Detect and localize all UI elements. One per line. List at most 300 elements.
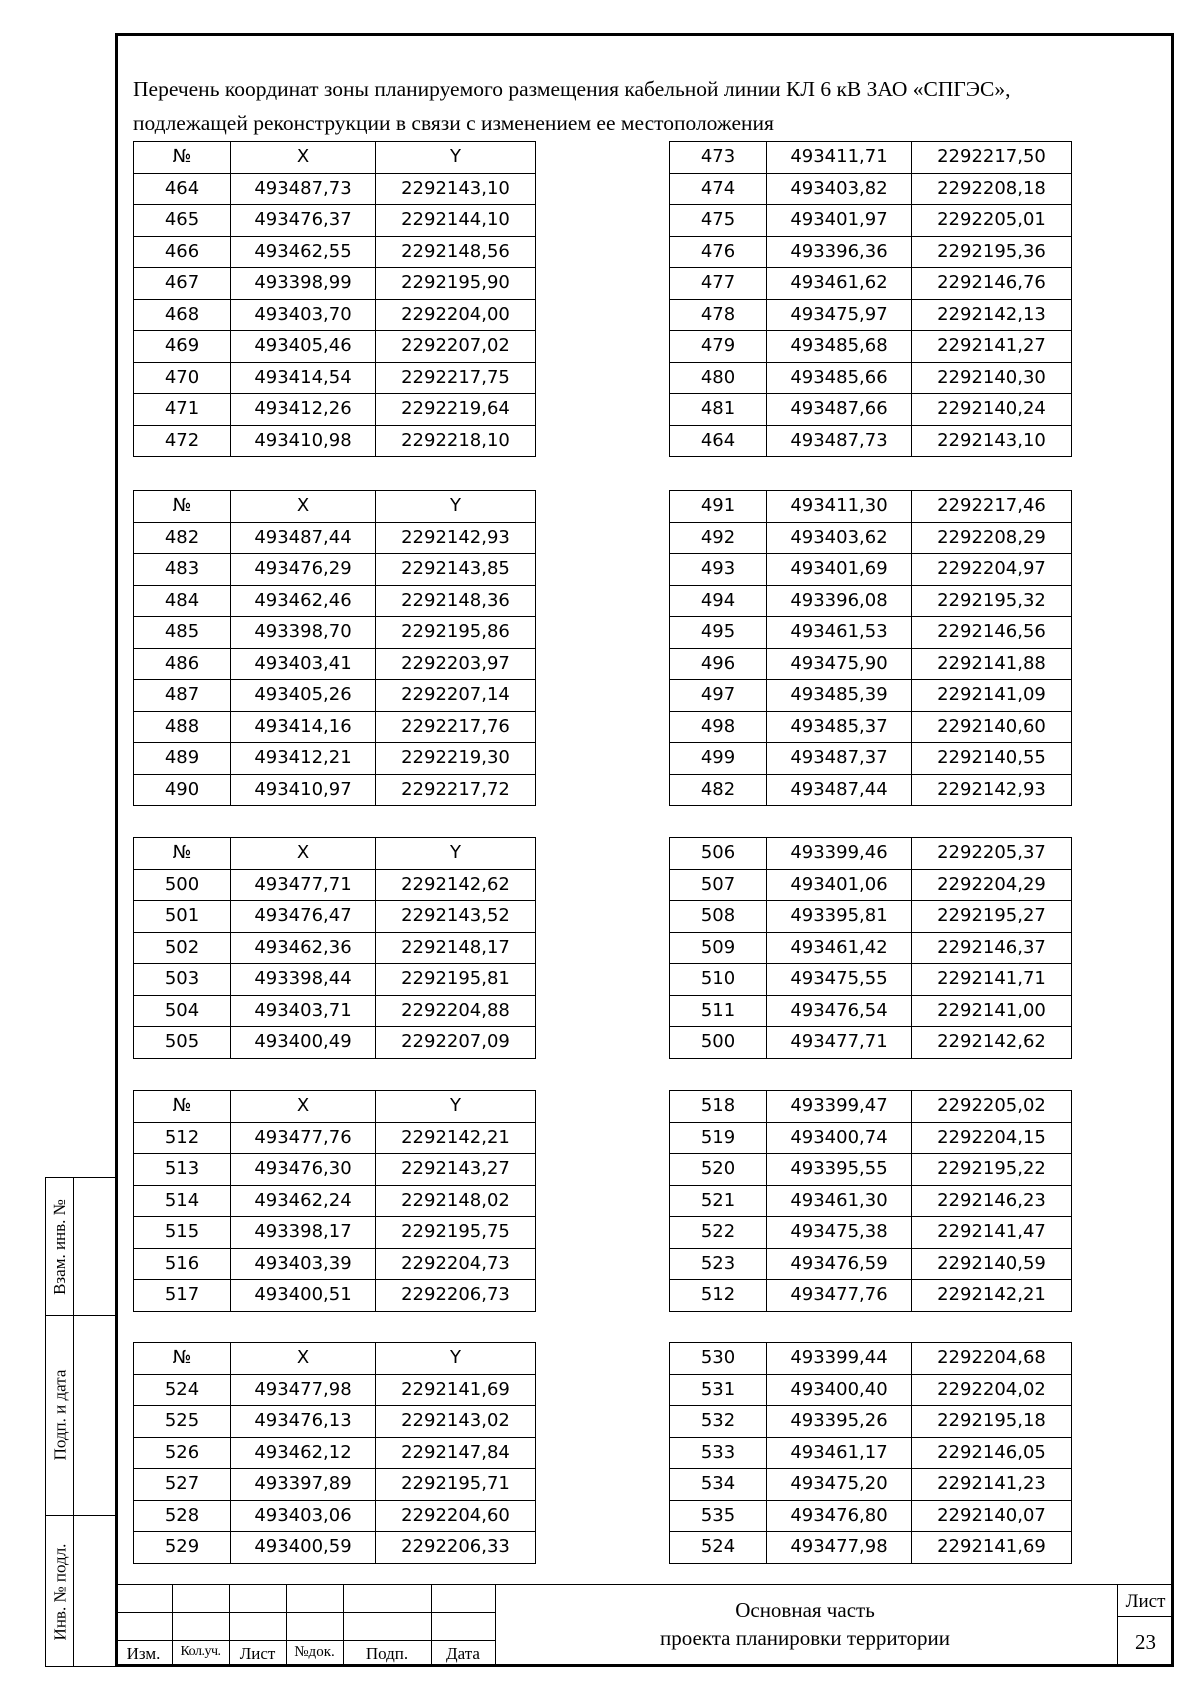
table-row [670, 362, 1072, 394]
column-header: № [134, 1091, 231, 1123]
y-coordinate-cell: 2292204,68 [912, 1343, 1072, 1375]
point-number-cell: 496 [670, 648, 767, 680]
x-coordinate-cell: 493477,71 [767, 1027, 912, 1059]
y-coordinate-cell: 2292204,29 [912, 869, 1072, 901]
x-coordinate-cell: 493462,36 [231, 932, 376, 964]
point-number-cell: 469 [134, 331, 231, 363]
table-row [134, 1185, 536, 1217]
x-coordinate-cell: 493412,21 [231, 743, 376, 775]
table-row [670, 1343, 1072, 1375]
stamp-title-line-2: проекта планировки территории [660, 1626, 950, 1650]
point-number-cell: 519 [670, 1122, 767, 1154]
table-header-row [134, 491, 536, 523]
stamp-title-line-1: Основная часть [735, 1598, 875, 1622]
point-number-cell: 512 [670, 1280, 767, 1312]
table-row [670, 522, 1072, 554]
point-number-cell: 470 [134, 362, 231, 394]
point-number-cell: 503 [134, 964, 231, 996]
stamp-label-list: Лист [239, 1644, 276, 1663]
table-row [134, 995, 536, 1027]
point-number-cell: 489 [134, 743, 231, 775]
x-coordinate-cell: 493400,74 [767, 1122, 912, 1154]
x-coordinate-cell: 493461,53 [767, 617, 912, 649]
title-line-2: подлежащей реконструкции в связи с изменением ее местоположения [133, 111, 774, 135]
point-number-cell: 526 [134, 1437, 231, 1469]
x-coordinate-cell: 493400,59 [231, 1532, 376, 1564]
column-header: Y [376, 1091, 536, 1123]
point-number-cell: 531 [670, 1374, 767, 1406]
point-number-cell: 533 [670, 1437, 767, 1469]
table-header-row [134, 838, 536, 870]
coordinates-table-left [133, 141, 536, 457]
y-coordinate-cell: 2292141,47 [912, 1217, 1072, 1249]
x-coordinate-cell: 493403,41 [231, 648, 376, 680]
x-coordinate-cell: 493485,68 [767, 331, 912, 363]
point-number-cell: 525 [134, 1406, 231, 1438]
y-coordinate-cell: 2292148,17 [376, 932, 536, 964]
y-coordinate-cell: 2292143,02 [376, 1406, 536, 1438]
table-row [134, 1406, 536, 1438]
y-coordinate-cell: 2292204,88 [376, 995, 536, 1027]
coordinates-table-right [669, 1090, 1072, 1312]
x-coordinate-cell: 493403,82 [767, 173, 912, 205]
point-number-cell: 516 [134, 1248, 231, 1280]
point-number-cell: 499 [670, 743, 767, 775]
y-coordinate-cell: 2292141,00 [912, 995, 1072, 1027]
table-row [134, 425, 536, 457]
y-coordinate-cell: 2292146,56 [912, 617, 1072, 649]
x-coordinate-cell: 493477,98 [231, 1374, 376, 1406]
table-row [670, 425, 1072, 457]
x-coordinate-cell: 493462,55 [231, 236, 376, 268]
x-coordinate-cell: 493398,99 [231, 268, 376, 300]
point-number-cell: 495 [670, 617, 767, 649]
stamp-sheet-divider [1117, 1616, 1174, 1617]
point-number-cell: 493 [670, 554, 767, 586]
point-number-cell: 512 [134, 1122, 231, 1154]
column-header: № [134, 491, 231, 523]
y-coordinate-cell: 2292148,02 [376, 1185, 536, 1217]
table-row [670, 1500, 1072, 1532]
table-row [134, 585, 536, 617]
stamp-label-koluch: Кол.уч. [180, 1644, 221, 1659]
column-header: X [231, 491, 376, 523]
x-coordinate-cell: 493405,26 [231, 680, 376, 712]
coordinates-table-right [669, 141, 1072, 457]
y-coordinate-cell: 2292140,24 [912, 394, 1072, 426]
y-coordinate-cell: 2292195,36 [912, 236, 1072, 268]
page-title [133, 72, 1163, 140]
point-number-cell: 471 [134, 394, 231, 426]
table-row [134, 299, 536, 331]
x-coordinate-cell: 493476,80 [767, 1500, 912, 1532]
point-number-cell: 510 [670, 964, 767, 996]
coordinates-table-right [669, 837, 1072, 1059]
y-coordinate-cell: 2292141,23 [912, 1469, 1072, 1501]
x-coordinate-cell: 493477,76 [231, 1122, 376, 1154]
y-coordinate-cell: 2292204,73 [376, 1248, 536, 1280]
point-number-cell: 466 [134, 236, 231, 268]
table-row [670, 1154, 1072, 1186]
x-coordinate-cell: 493476,29 [231, 554, 376, 586]
point-number-cell: 532 [670, 1406, 767, 1438]
x-coordinate-cell: 493400,51 [231, 1280, 376, 1312]
point-number-cell: 522 [670, 1217, 767, 1249]
y-coordinate-cell: 2292218,10 [376, 425, 536, 457]
table-row [670, 1185, 1072, 1217]
point-number-cell: 530 [670, 1343, 767, 1375]
point-number-cell: 486 [134, 648, 231, 680]
point-number-cell: 511 [670, 995, 767, 1027]
x-coordinate-cell: 493414,54 [231, 362, 376, 394]
y-coordinate-cell: 2292140,30 [912, 362, 1072, 394]
y-coordinate-cell: 2292206,73 [376, 1280, 536, 1312]
point-number-cell: 521 [670, 1185, 767, 1217]
table-row [670, 995, 1072, 1027]
x-coordinate-cell: 493398,17 [231, 1217, 376, 1249]
point-number-cell: 482 [670, 774, 767, 806]
point-number-cell: 520 [670, 1154, 767, 1186]
coordinates-table-right [669, 1342, 1072, 1564]
table-row [670, 585, 1072, 617]
y-coordinate-cell: 2292217,46 [912, 491, 1072, 523]
table-row [134, 617, 536, 649]
x-coordinate-cell: 493477,98 [767, 1532, 912, 1564]
y-coordinate-cell: 2292208,18 [912, 173, 1072, 205]
y-coordinate-cell: 2292148,36 [376, 585, 536, 617]
x-coordinate-cell: 493476,59 [767, 1248, 912, 1280]
point-number-cell: 490 [134, 774, 231, 806]
side-label-inv-podl: Инв. № подл. [50, 1543, 69, 1640]
y-coordinate-cell: 2292144,10 [376, 205, 536, 237]
x-coordinate-cell: 493395,55 [767, 1154, 912, 1186]
stamp-label-izm: Изм. [126, 1644, 161, 1663]
table-row [670, 554, 1072, 586]
point-number-cell: 483 [134, 554, 231, 586]
table-row [134, 1500, 536, 1532]
stamp-sheet-number: 23 [1135, 1630, 1156, 1654]
x-coordinate-cell: 493400,49 [231, 1027, 376, 1059]
x-coordinate-cell: 493396,36 [767, 236, 912, 268]
point-number-cell: 534 [670, 1469, 767, 1501]
y-coordinate-cell: 2292195,90 [376, 268, 536, 300]
y-coordinate-cell: 2292205,02 [912, 1091, 1072, 1123]
point-number-cell: 481 [670, 394, 767, 426]
point-number-cell: 506 [670, 838, 767, 870]
y-coordinate-cell: 2292146,37 [912, 932, 1072, 964]
point-number-cell: 467 [134, 268, 231, 300]
side-label-vzam-inv: Взам. инв. № [50, 1198, 69, 1295]
y-coordinate-cell: 2292217,50 [912, 142, 1072, 174]
y-coordinate-cell: 2292207,14 [376, 680, 536, 712]
table-row [134, 964, 536, 996]
y-coordinate-cell: 2292141,09 [912, 680, 1072, 712]
x-coordinate-cell: 493477,76 [767, 1280, 912, 1312]
y-coordinate-cell: 2292204,97 [912, 554, 1072, 586]
y-coordinate-cell: 2292195,71 [376, 1469, 536, 1501]
y-coordinate-cell: 2292205,01 [912, 205, 1072, 237]
table-row [670, 1027, 1072, 1059]
point-number-cell: 504 [134, 995, 231, 1027]
column-header: X [231, 838, 376, 870]
table-row [134, 774, 536, 806]
y-coordinate-cell: 2292143,85 [376, 554, 536, 586]
y-coordinate-cell: 2292217,72 [376, 774, 536, 806]
table-header-row [134, 1091, 536, 1123]
coordinates-table-right [669, 490, 1072, 806]
y-coordinate-cell: 2292141,69 [376, 1374, 536, 1406]
column-header: X [231, 1091, 376, 1123]
y-coordinate-cell: 2292208,29 [912, 522, 1072, 554]
y-coordinate-cell: 2292204,00 [376, 299, 536, 331]
point-number-cell: 464 [134, 173, 231, 205]
table-row [134, 743, 536, 775]
stamp-label-podp: Подп. [365, 1644, 409, 1663]
x-coordinate-cell: 493397,89 [231, 1469, 376, 1501]
y-coordinate-cell: 2292141,88 [912, 648, 1072, 680]
x-coordinate-cell: 493476,13 [231, 1406, 376, 1438]
x-coordinate-cell: 493476,37 [231, 205, 376, 237]
y-coordinate-cell: 2292195,86 [376, 617, 536, 649]
table-row [134, 901, 536, 933]
x-coordinate-cell: 493475,38 [767, 1217, 912, 1249]
x-coordinate-cell: 493399,46 [767, 838, 912, 870]
table-row [670, 901, 1072, 933]
point-number-cell: 524 [670, 1532, 767, 1564]
y-coordinate-cell: 2292195,18 [912, 1406, 1072, 1438]
coordinates-table-left [133, 1090, 536, 1312]
x-coordinate-cell: 493401,97 [767, 205, 912, 237]
x-coordinate-cell: 493410,97 [231, 774, 376, 806]
column-header: Y [376, 838, 536, 870]
x-coordinate-cell: 493462,12 [231, 1437, 376, 1469]
x-coordinate-cell: 493477,71 [231, 869, 376, 901]
y-coordinate-cell: 2292141,27 [912, 331, 1072, 363]
y-coordinate-cell: 2292204,15 [912, 1122, 1072, 1154]
point-number-cell: 485 [134, 617, 231, 649]
x-coordinate-cell: 493411,71 [767, 142, 912, 174]
table-row [134, 522, 536, 554]
y-coordinate-cell: 2292146,76 [912, 268, 1072, 300]
x-coordinate-cell: 493461,30 [767, 1185, 912, 1217]
point-number-cell: 464 [670, 425, 767, 457]
x-coordinate-cell: 493475,55 [767, 964, 912, 996]
y-coordinate-cell: 2292195,27 [912, 901, 1072, 933]
y-coordinate-cell: 2292142,62 [912, 1027, 1072, 1059]
point-number-cell: 529 [134, 1532, 231, 1564]
table-row [134, 1248, 536, 1280]
x-coordinate-cell: 493403,62 [767, 522, 912, 554]
y-coordinate-cell: 2292142,21 [912, 1280, 1072, 1312]
table-row [670, 1217, 1072, 1249]
x-coordinate-cell: 493403,39 [231, 1248, 376, 1280]
point-number-cell: 475 [670, 205, 767, 237]
point-number-cell: 535 [670, 1500, 767, 1532]
column-header: № [134, 142, 231, 174]
point-number-cell: 487 [134, 680, 231, 712]
x-coordinate-cell: 493412,26 [231, 394, 376, 426]
column-header: Y [376, 1343, 536, 1375]
x-coordinate-cell: 493395,81 [767, 901, 912, 933]
x-coordinate-cell: 493414,16 [231, 711, 376, 743]
table-row [670, 299, 1072, 331]
x-coordinate-cell: 493399,44 [767, 1343, 912, 1375]
table-row [134, 173, 536, 205]
table-row [670, 1469, 1072, 1501]
y-coordinate-cell: 2292142,62 [376, 869, 536, 901]
table-header-row [134, 1343, 536, 1375]
y-coordinate-cell: 2292142,93 [912, 774, 1072, 806]
x-coordinate-cell: 493462,46 [231, 585, 376, 617]
stamp-document-title [495, 1596, 1115, 1652]
point-number-cell: 482 [134, 522, 231, 554]
table-row [134, 236, 536, 268]
coordinates-table-left [133, 490, 536, 806]
point-number-cell: 502 [134, 932, 231, 964]
y-coordinate-cell: 2292217,76 [376, 711, 536, 743]
side-label-podp-data: Подп. и дата [50, 1369, 70, 1461]
table-row [134, 554, 536, 586]
y-coordinate-cell: 2292195,81 [376, 964, 536, 996]
x-coordinate-cell: 493398,70 [231, 617, 376, 649]
y-coordinate-cell: 2292195,32 [912, 585, 1072, 617]
x-coordinate-cell: 493461,17 [767, 1437, 912, 1469]
table-header-row [134, 142, 536, 174]
y-coordinate-cell: 2292219,30 [376, 743, 536, 775]
point-number-cell: 517 [134, 1280, 231, 1312]
point-number-cell: 473 [670, 142, 767, 174]
side-stamp [45, 1177, 115, 1667]
table-row [134, 205, 536, 237]
table-row [134, 1532, 536, 1564]
x-coordinate-cell: 493476,54 [767, 995, 912, 1027]
x-coordinate-cell: 493487,73 [767, 425, 912, 457]
table-row [670, 268, 1072, 300]
y-coordinate-cell: 2292207,09 [376, 1027, 536, 1059]
x-coordinate-cell: 493476,30 [231, 1154, 376, 1186]
point-number-cell: 480 [670, 362, 767, 394]
y-coordinate-cell: 2292207,02 [376, 331, 536, 363]
x-coordinate-cell: 493485,39 [767, 680, 912, 712]
y-coordinate-cell: 2292143,52 [376, 901, 536, 933]
table-row [670, 142, 1072, 174]
x-coordinate-cell: 493411,30 [767, 491, 912, 523]
point-number-cell: 498 [670, 711, 767, 743]
table-row [670, 1406, 1072, 1438]
point-number-cell: 501 [134, 901, 231, 933]
table-row [670, 964, 1072, 996]
x-coordinate-cell: 493403,06 [231, 1500, 376, 1532]
x-coordinate-cell: 493400,40 [767, 1374, 912, 1406]
table-row [134, 362, 536, 394]
y-coordinate-cell: 2292148,56 [376, 236, 536, 268]
table-row [134, 1122, 536, 1154]
point-number-cell: 468 [134, 299, 231, 331]
table-row [670, 648, 1072, 680]
table-row [134, 932, 536, 964]
point-number-cell: 484 [134, 585, 231, 617]
stamp-label-ndok: №док. [294, 1644, 335, 1660]
column-header: № [134, 838, 231, 870]
table-row [670, 869, 1072, 901]
y-coordinate-cell: 2292147,84 [376, 1437, 536, 1469]
point-number-cell: 465 [134, 205, 231, 237]
y-coordinate-cell: 2292146,23 [912, 1185, 1072, 1217]
column-header: Y [376, 142, 536, 174]
column-header: Y [376, 491, 536, 523]
y-coordinate-cell: 2292217,75 [376, 362, 536, 394]
point-number-cell: 472 [134, 425, 231, 457]
x-coordinate-cell: 493487,37 [767, 743, 912, 775]
x-coordinate-cell: 493401,69 [767, 554, 912, 586]
table-row [670, 491, 1072, 523]
y-coordinate-cell: 2292205,37 [912, 838, 1072, 870]
y-coordinate-cell: 2292146,05 [912, 1437, 1072, 1469]
y-coordinate-cell: 2292204,60 [376, 1500, 536, 1532]
point-number-cell: 523 [670, 1248, 767, 1280]
x-coordinate-cell: 493461,62 [767, 268, 912, 300]
column-header: X [231, 142, 376, 174]
table-row [670, 1248, 1072, 1280]
point-number-cell: 476 [670, 236, 767, 268]
table-row [670, 743, 1072, 775]
point-number-cell: 500 [134, 869, 231, 901]
point-number-cell: 494 [670, 585, 767, 617]
y-coordinate-cell: 2292141,71 [912, 964, 1072, 996]
x-coordinate-cell: 493487,44 [767, 774, 912, 806]
y-coordinate-cell: 2292140,07 [912, 1500, 1072, 1532]
y-coordinate-cell: 2292206,33 [376, 1532, 536, 1564]
y-coordinate-cell: 2292141,69 [912, 1532, 1072, 1564]
point-number-cell: 513 [134, 1154, 231, 1186]
point-number-cell: 528 [134, 1500, 231, 1532]
point-number-cell: 507 [670, 869, 767, 901]
point-number-cell: 500 [670, 1027, 767, 1059]
y-coordinate-cell: 2292203,97 [376, 648, 536, 680]
table-row [134, 680, 536, 712]
x-coordinate-cell: 493487,66 [767, 394, 912, 426]
table-row [670, 331, 1072, 363]
point-number-cell: 509 [670, 932, 767, 964]
point-number-cell: 477 [670, 268, 767, 300]
table-row [670, 173, 1072, 205]
point-number-cell: 491 [670, 491, 767, 523]
table-row [134, 394, 536, 426]
y-coordinate-cell: 2292140,59 [912, 1248, 1072, 1280]
point-number-cell: 497 [670, 680, 767, 712]
y-coordinate-cell: 2292142,21 [376, 1122, 536, 1154]
table-row [134, 1154, 536, 1186]
x-coordinate-cell: 493410,98 [231, 425, 376, 457]
x-coordinate-cell: 493487,73 [231, 173, 376, 205]
point-number-cell: 479 [670, 331, 767, 363]
point-number-cell: 515 [134, 1217, 231, 1249]
point-number-cell: 518 [670, 1091, 767, 1123]
x-coordinate-cell: 493487,44 [231, 522, 376, 554]
y-coordinate-cell: 2292142,13 [912, 299, 1072, 331]
table-row [134, 711, 536, 743]
coordinates-table-left [133, 837, 536, 1059]
table-row [134, 1437, 536, 1469]
point-number-cell: 505 [134, 1027, 231, 1059]
column-header: X [231, 1343, 376, 1375]
x-coordinate-cell: 493401,06 [767, 869, 912, 901]
table-row [670, 1437, 1072, 1469]
stamp-label-data: Дата [446, 1644, 480, 1663]
table-row [670, 1374, 1072, 1406]
x-coordinate-cell: 493403,71 [231, 995, 376, 1027]
table-row [134, 1469, 536, 1501]
